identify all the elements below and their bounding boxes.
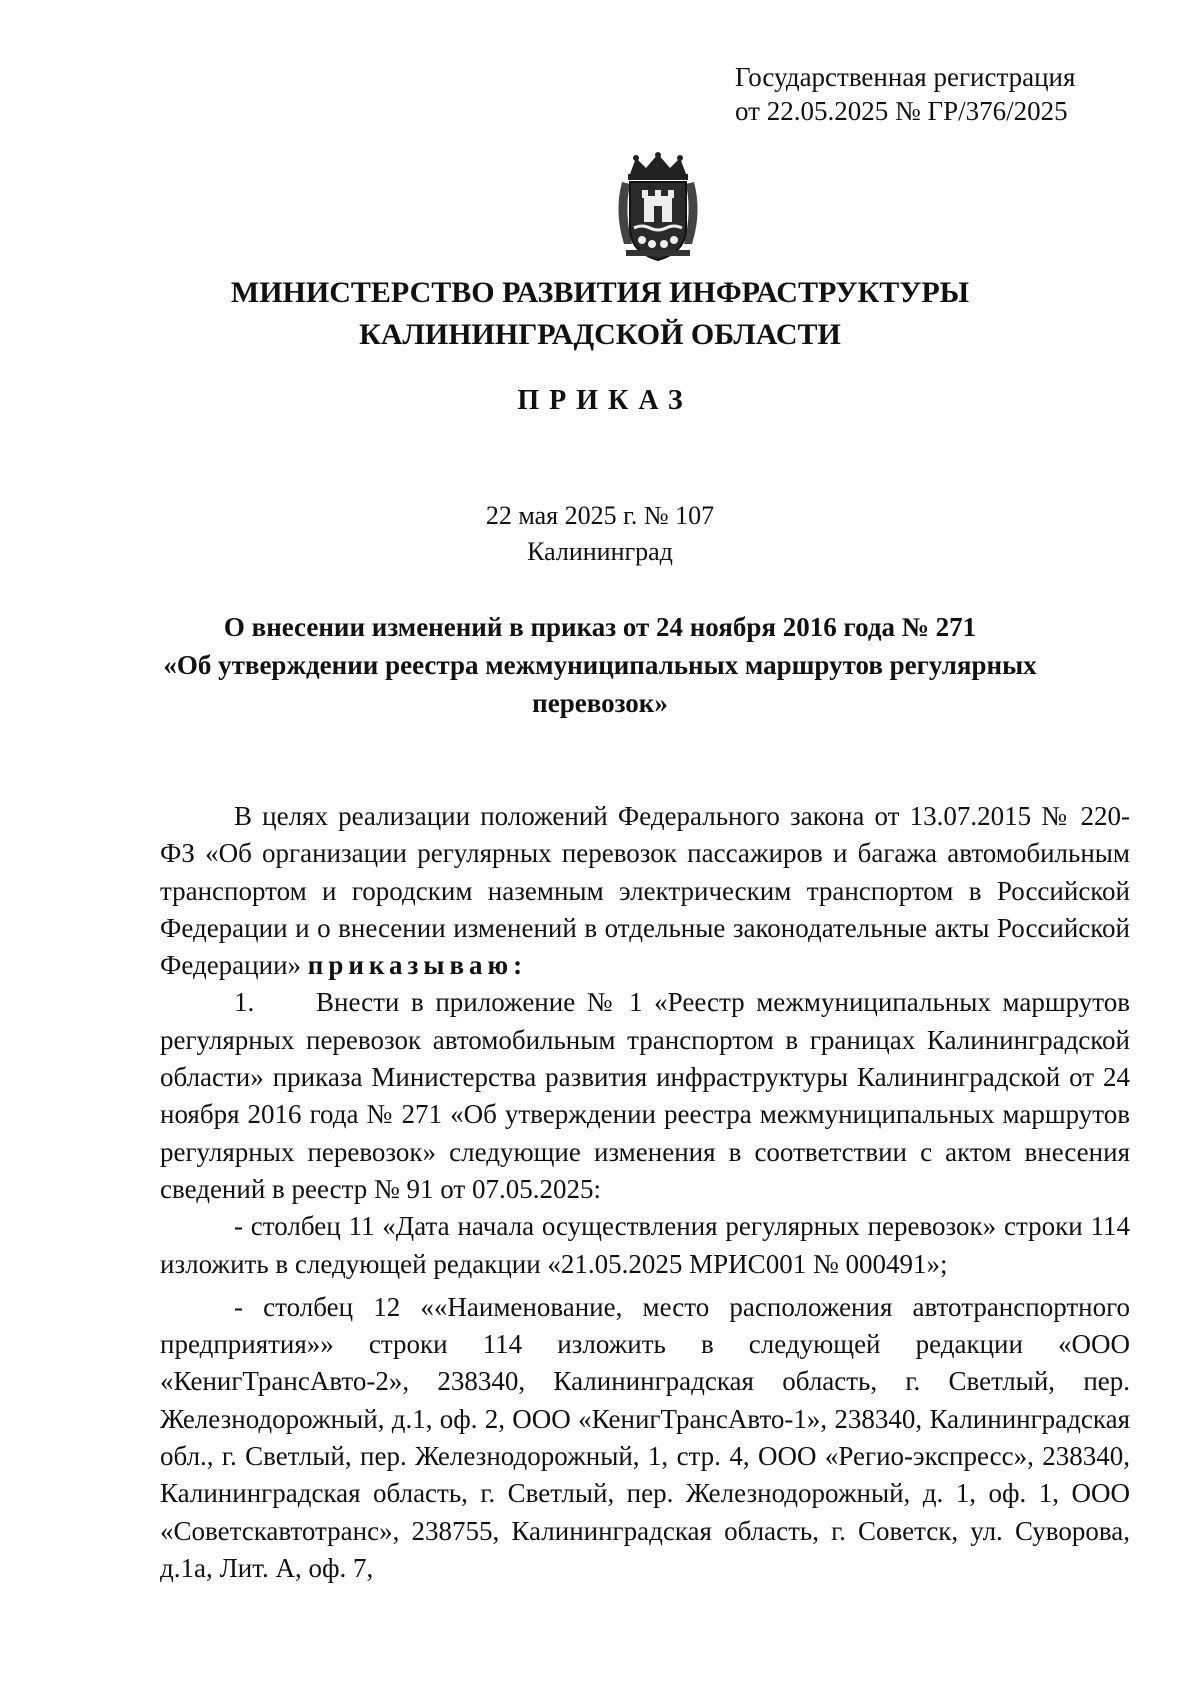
intro-paragraph xyxy=(160,798,1130,984)
ministry-name xyxy=(0,272,1200,356)
coat-of-arms-icon xyxy=(612,152,704,262)
city: Калининград xyxy=(527,537,673,566)
document-body xyxy=(160,798,1130,1587)
item-1-paragraph xyxy=(160,984,1130,1208)
item-1-number: 1. xyxy=(234,987,255,1018)
subject-line-1: О внесении изменений в приказ от 24 ноября 2016 года № 271 xyxy=(223,612,977,642)
date-and-place xyxy=(0,498,1200,570)
date-number: 22 мая 2025 г. № 107 xyxy=(485,501,715,530)
subject-line-3: перевозок» xyxy=(532,688,668,718)
registration-line-1: Государственная регистрация xyxy=(735,62,1076,92)
intro-text: В целях реализации положений Федерального закона от 13.07.2015 № 220-ФЗ «Об организации регулярных перевозок пассажиров и багажа автомобильным транспортом и городским наземным электрическим транспортом в Российской Федерации и о внесении изменений в отдельные законодательные акты Российской Федерации» xyxy=(160,801,1130,981)
item-1-text: Внести в приложение № 1 «Реестр межмуниципальных маршрутов регулярных перевозок автомобильным транспортом в границах Калининградской области» приказа Министерства развития инфраструктуры Калининградской от 24 ноября 2016 года № 271 «Об утверждении реестра межмуниципальных маршрутов регулярных перевозок» следующие изменения в соответствии с актом внесения сведений в реестр № 91 от 07.05.2025: xyxy=(160,987,1130,1204)
ministry-line-1: МИНИСТЕРСТВО РАЗВИТИЯ ИНФРАСТРУКТУРЫ xyxy=(230,276,970,309)
registration-stamp xyxy=(735,60,1075,128)
order-word: приказываю: xyxy=(307,950,528,981)
subject-line-2: «Об утверждении реестра межмуниципальных маршрутов регулярных xyxy=(163,650,1037,680)
document-subject xyxy=(0,608,1200,722)
registration-line-2: от 22.05.2025 № ГР/376/2025 xyxy=(735,96,1068,126)
ministry-line-2: КАЛИНИНГРАДСКОЙ ОБЛАСТИ xyxy=(359,318,841,351)
bullet-2-paragraph: - столбец 12 ««Наименование, место расположения автотранспортного предприятия»» строки 114 изложить в следующей редакции «ООО «КенигТрансАвто-2», 238340, Калининградская область, г. Светлый, пер. Железнодорожный, д.1, оф. 2, ООО «КенигТрансАвто-1», 238340, Калининградская обл., г. Светлый, пер. Железнодорожный, 1, стр. 4, ООО «Регио-экспресс», 238340, Калининградская область, г. Светлый, пер. Железнодорожный, д. 1, оф. 1, ООО «Советскавтотранс», 238755, Калининградская область, г. Советск, ул. Суворова, д.1а, Лит. А, оф. 7, xyxy=(160,1291,1130,1583)
bullet-1-paragraph: - столбец 11 «Дата начала осуществления регулярных перевозок» строки 114 изложить в следующей редакции «21.05.2025 МРИС001 № 000491»; xyxy=(160,1211,1130,1279)
document-type: ПРИКАЗ xyxy=(517,385,693,416)
